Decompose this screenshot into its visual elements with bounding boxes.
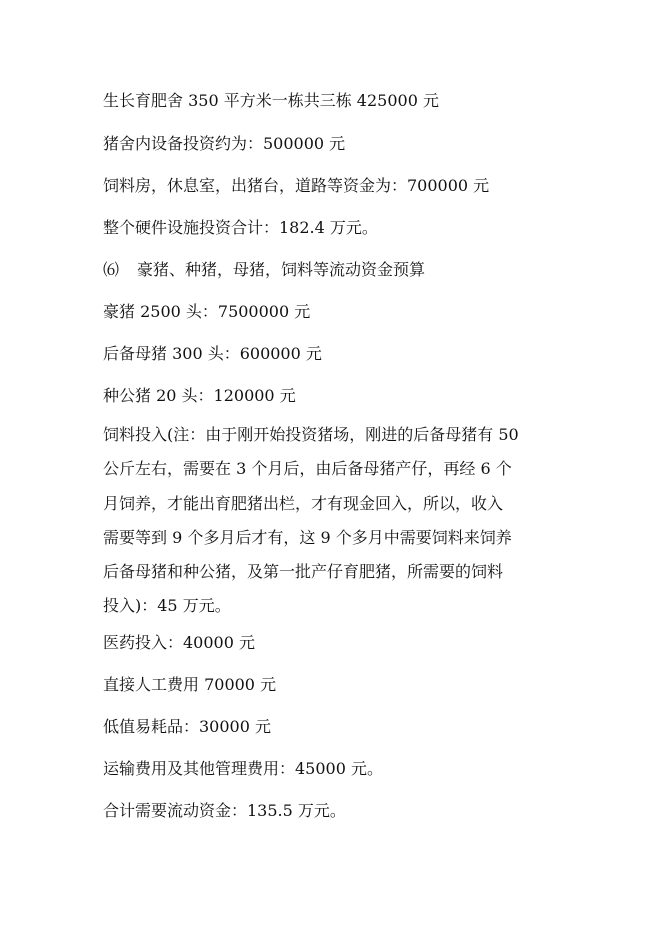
text-line: 饲料房，休息室，出猪台，道路等资金为：700000 元 [103,176,490,195]
text-line: 整个硬件设施投资合计：182.4 万元。 [103,218,378,237]
text-line: 合计需要流动资金：135.5 万元。 [103,801,346,820]
text-line: 直接人工费用 70000 元 [103,675,277,694]
text-line: 低值易耗品：30000 元 [103,717,271,736]
text-line: 后备母猪 300 头：600000 元 [103,344,322,363]
paragraph-line: 公斤左右，需要在 3 个月后，由后备母猪产仔，再经 6 个 [103,459,512,479]
text-line: 豪猪 2500 头：7500000 元 [103,302,311,321]
text-line: 猪舍内设备投资约为：500000 元 [103,134,346,153]
text-line: 生长育肥舍 350 平方米一栋共三栋 425000 元 [103,91,439,110]
paragraph-line: 月饲养，才能出育肥猪出栏，才有现金回入，所以，收入 [103,493,504,513]
paragraph-line: 需要等到 9 个多月后才有，这 9 个多月中需要饲料来饲养 [103,527,512,547]
paragraph-line: 后备母猪和种公猪，及第一批产仔育肥猪，所需要的饲料 [103,562,504,582]
section-heading [103,260,563,280]
paragraph-line: 饲料投入(注：由于刚开始投资猪场，刚进的后备母猪有 50 [103,425,519,444]
text-line: 医药投入：40000 元 [103,633,255,652]
text-line: 运输费用及其他管理费用：45000 元。 [103,759,383,778]
section-number: ⑹ [103,260,120,279]
text-line: 种公猪 20 头：120000 元 [103,386,296,405]
feed-paragraph [103,418,563,624]
paragraph-line: 投入)：45 万元。 [103,596,231,616]
section-title: 豪猪、种猪，母猪，饲料等流动资金预算 [137,260,426,279]
